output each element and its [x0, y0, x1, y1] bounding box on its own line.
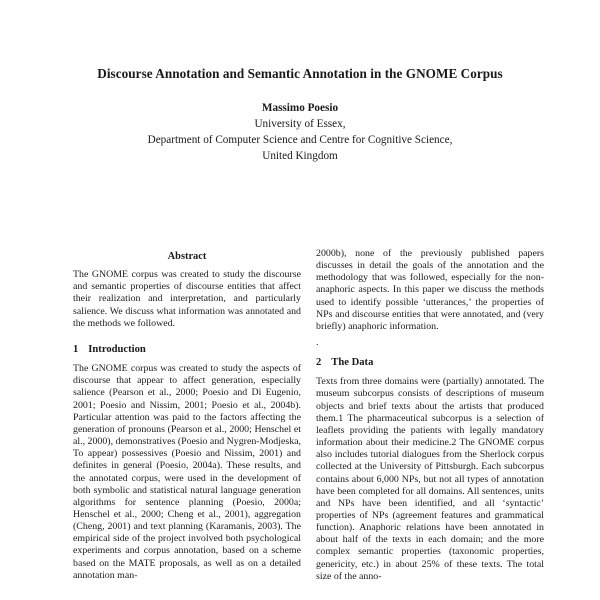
abstract-text: The GNOME corpus was created to study the discourse and semantic properties of discourse entities that affect their realization and interpretation, and particularly salience. We discuss what information was annotated and the methods we followed. [73, 269, 301, 329]
abstract-heading: Abstract [167, 251, 207, 262]
affiliation-university: University of Essex, [254, 118, 346, 130]
author-name: Massimo Poesio [261, 102, 339, 114]
section-title: Introduction [88, 343, 146, 355]
left-column [73, 251, 301, 582]
section-number: 1 [73, 343, 79, 355]
data-section-text: Texts from three domains were (partially) annotated. The museum subcorpus consists of descriptions of museum objects and brief texts about the artists that produced them.1 The pharmaceutical subcorpus is a selection of leaflets providing the patients with legally mandatory information about their medicine.2 The GNOME corpus also includes tutorial dialogues from the Sherlock corpus collected at the University of Pittsburgh. Each subcorpus contains about 6,000 NPs, but not all types of annotation have been completed for all domains. All sentences, units and NPs have been identified, and all ‘syntactic’ properties of NPs (agreement features and grammatical function). Anaphoric relations have been annotated in about half of the texts in each domain; and the more complex semantic properties (taxonomic properties, genericity, etc.) in about 25% of these texts. The total size of the anno- [316, 376, 544, 582]
section-number: 2 [316, 357, 322, 369]
paper-title: Discourse Annotation and Semantic Annotation in the GNOME Corpus [97, 66, 503, 81]
section-title: The Data [331, 357, 374, 369]
section-heading-introduction [73, 344, 301, 356]
introduction-continued-text: 2000b), none of the previously published papers discusses in detail the goals of the annotation and the methodology that was followed, especially for the non-anaphoric aspects. In this paper we discuss the methods used to identify possible ‘utterances,’ the properties of NPs and discourse entities that were annotated, and (very briefly) anaphoric information. [316, 248, 544, 332]
section-heading-data [316, 357, 544, 369]
author-block [0, 100, 600, 164]
affiliation-department: Department of Computer Science and Centre for Cognitive Science, [147, 134, 453, 146]
right-column [316, 248, 544, 583]
affiliation-country: United Kingdom [262, 150, 338, 162]
introduction-text: The GNOME corpus was created to study the aspects of discourse that appear to affect generation, especially salience (Pearson et al., 2000; Poesio and Di Eugenio, 2001; Poesio and Nissim, 2001; Poesio et al., 2004b). Particular attention was paid to the factors affecting the generation of pronouns (Pearson et al., 2000; Henschel et al., 2000), demonstratives (Poesio and Nygren-Modjeska, To appear) possessives (Poesio and Nissim, 2001) and definites in general (Poesio, 2004a). These results, and the annotated corpus, were used in the development of both symbolic and statistical natural language generation algorithms for sentence planning (Poesio, 2000a; Henschel et al., 2000; Cheng et al., 2001), aggregation (Cheng, 2001) and text planning (Karamanis, 2003). The empirical side of the project involved both psychological experiments and corpus annotation, based on a scheme based on the MATE proposals, as well as on a detailed annotation man- [73, 363, 301, 581]
stray-period: . [316, 337, 319, 349]
